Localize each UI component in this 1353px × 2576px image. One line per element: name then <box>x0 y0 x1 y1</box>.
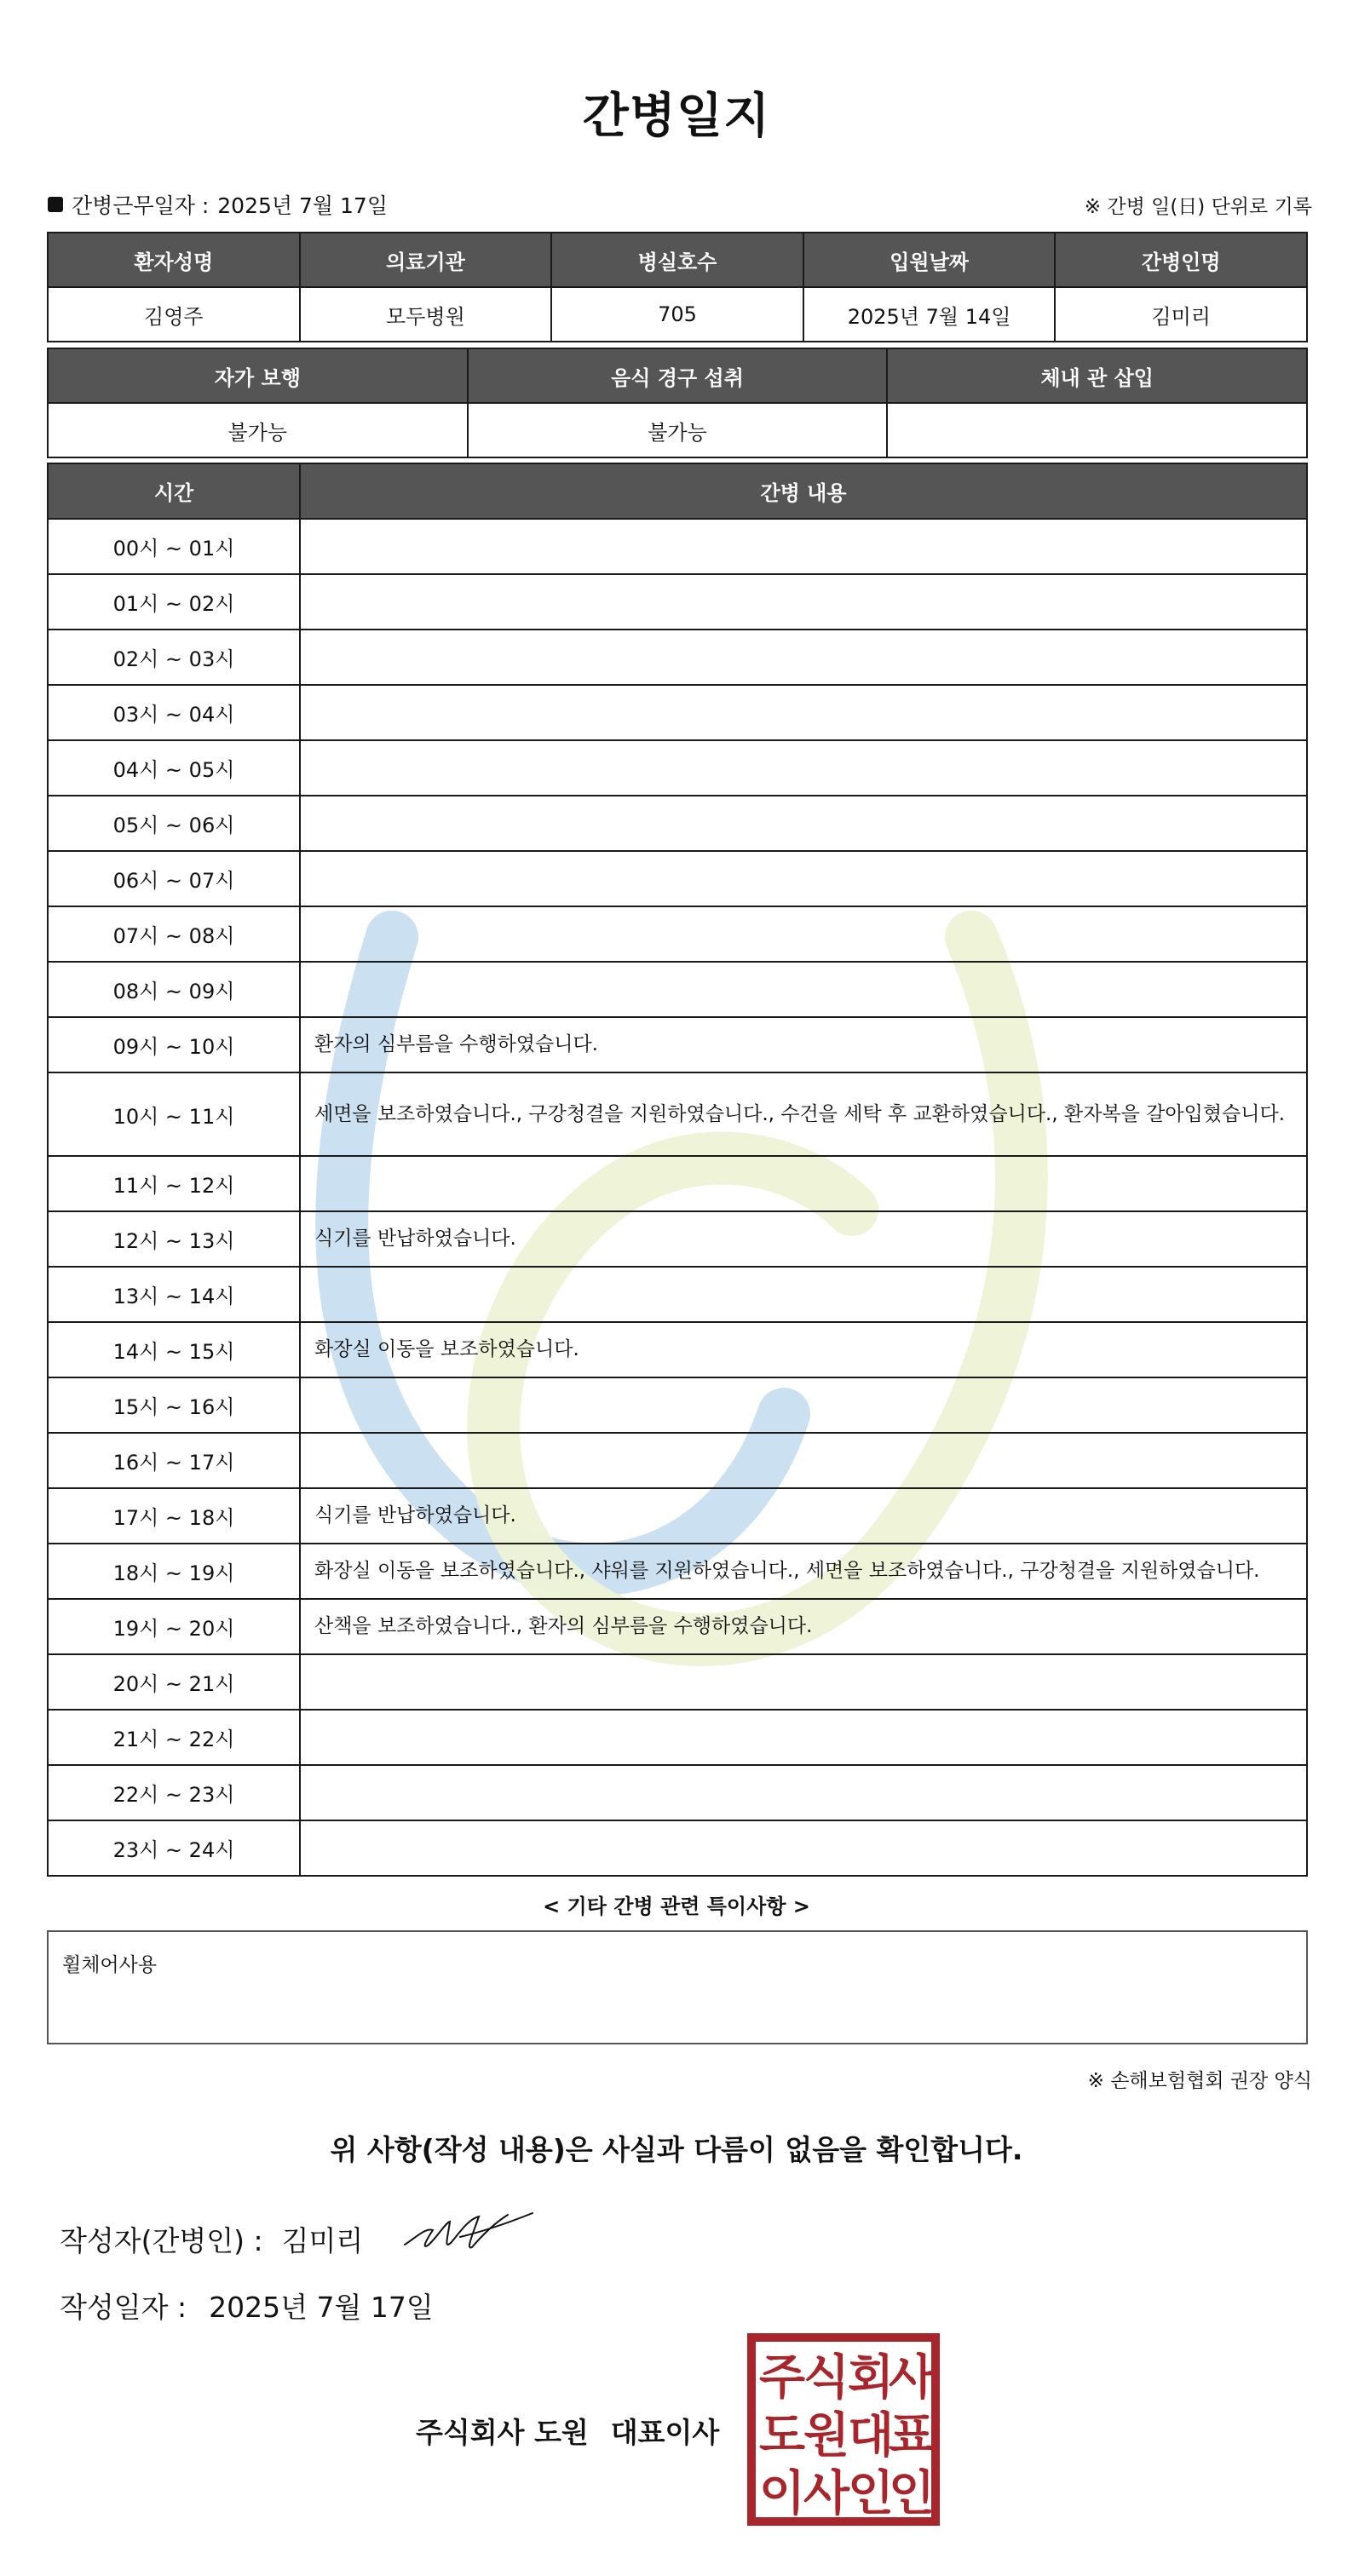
log-content <box>300 1765 1307 1820</box>
log-time: 11시 ~ 12시 <box>48 1156 300 1211</box>
log-row <box>48 1267 1307 1322</box>
log-row <box>48 796 1307 851</box>
log-time: 15시 ~ 16시 <box>48 1377 300 1433</box>
date-value: 2025년 7월 17일 <box>209 2291 434 2324</box>
log-row <box>48 1156 1307 1211</box>
log-content: 화장실 이동을 보조하였습니다., 샤워를 지원하였습니다., 세면을 보조하였습니다., 구강청결을 지원하였습니다. <box>300 1544 1307 1599</box>
log-time: 10시 ~ 11시 <box>48 1072 300 1156</box>
svg-text:원: 원 <box>803 2408 850 2464</box>
status-value-row <box>48 403 1307 457</box>
svg-text:도: 도 <box>758 2408 806 2464</box>
log-time: 07시 ~ 08시 <box>48 906 300 962</box>
log-row <box>48 962 1307 1017</box>
header-hospital: 의료기관 <box>300 233 552 287</box>
log-content <box>300 630 1307 685</box>
log-content <box>300 1156 1307 1211</box>
log-row <box>48 574 1307 630</box>
header-tube: 체내 관 삽입 <box>887 348 1307 403</box>
square-bullet-icon <box>48 197 63 212</box>
log-time: 12시 ~ 13시 <box>48 1211 300 1267</box>
svg-text:회: 회 <box>847 2350 895 2406</box>
confirmation-statement: 위 사항(작성 내용)은 사실과 다름이 없음을 확인합니다. <box>330 2133 1023 2166</box>
log-header-row <box>48 463 1307 519</box>
log-content <box>300 1710 1307 1765</box>
svg-text:표: 표 <box>888 2408 936 2464</box>
room-number: 705 <box>551 287 803 342</box>
svg-text:사: 사 <box>888 2350 936 2406</box>
log-row <box>48 630 1307 685</box>
patient-info-table <box>47 232 1308 342</box>
header-walking: 자가 보행 <box>48 348 468 403</box>
log-time: 20시 ~ 21시 <box>48 1654 300 1710</box>
hourly-log-table <box>47 463 1308 1877</box>
log-time: 23시 ~ 24시 <box>48 1820 300 1876</box>
log-time: 01시 ~ 02시 <box>48 574 300 630</box>
company-seal-stamp <box>746 2332 941 2527</box>
log-content: 식기를 반납하였습니다. <box>300 1211 1307 1267</box>
walking-status: 불가능 <box>48 403 468 457</box>
patient-info-header-row <box>48 233 1307 287</box>
log-row <box>48 1488 1307 1544</box>
remarks-box: 휠체어사용 <box>47 1930 1308 2044</box>
log-row <box>48 1322 1307 1377</box>
log-time: 13시 ~ 14시 <box>48 1267 300 1322</box>
ceo-title: 대표이사 <box>610 2416 720 2449</box>
signature-image <box>400 2198 537 2266</box>
log-content <box>300 574 1307 630</box>
patient-name: 김영주 <box>48 287 300 342</box>
work-date-value: 2025년 7월 17일 <box>217 193 388 218</box>
header-room: 병실호수 <box>551 233 803 287</box>
log-time: 19시 ~ 20시 <box>48 1599 300 1654</box>
log-time: 22시 ~ 23시 <box>48 1765 300 1820</box>
log-row <box>48 1211 1307 1267</box>
writer-label: 작성자(간병인) : <box>60 2224 263 2257</box>
work-date-label: 간병근무일자 : <box>72 193 210 218</box>
log-row <box>48 1072 1307 1156</box>
log-row <box>48 851 1307 906</box>
tube-status <box>887 403 1307 457</box>
log-content <box>300 740 1307 796</box>
status-header-row <box>48 348 1307 403</box>
log-time: 21시 ~ 22시 <box>48 1710 300 1765</box>
log-content <box>300 796 1307 851</box>
log-time: 06시 ~ 07시 <box>48 851 300 906</box>
log-time: 02시 ~ 03시 <box>48 630 300 685</box>
log-content <box>300 851 1307 906</box>
log-content: 화장실 이동을 보조하였습니다. <box>300 1322 1307 1377</box>
admission-date: 2025년 7월 14일 <box>803 287 1056 342</box>
writer-name: 김미리 <box>281 2224 364 2257</box>
date-label: 작성일자 : <box>60 2291 187 2324</box>
log-row <box>48 1710 1307 1765</box>
log-content <box>300 1820 1307 1876</box>
header-content: 간병 내용 <box>300 463 1307 519</box>
log-row <box>48 1377 1307 1433</box>
log-row <box>48 1433 1307 1488</box>
log-content: 세면을 보조하였습니다., 구강청결을 지원하였습니다., 수건을 세탁 후 교환하였습니다., 환자복을 갈아입혔습니다. <box>300 1072 1307 1156</box>
svg-text:사: 사 <box>803 2466 850 2521</box>
log-time: 16시 ~ 17시 <box>48 1433 300 1488</box>
log-time: 14시 ~ 15시 <box>48 1322 300 1377</box>
log-content <box>300 906 1307 962</box>
log-row <box>48 1765 1307 1820</box>
log-row <box>48 906 1307 962</box>
log-content <box>300 519 1307 574</box>
log-time: 08시 ~ 09시 <box>48 962 300 1017</box>
log-row <box>48 519 1307 574</box>
page-title: 간병일지 <box>582 89 771 144</box>
log-time: 18시 ~ 19시 <box>48 1544 300 1599</box>
log-row <box>48 1654 1307 1710</box>
svg-text:주: 주 <box>758 2350 806 2406</box>
log-content <box>300 1267 1307 1322</box>
header-caregiver: 간병인명 <box>1055 233 1307 287</box>
work-date-line <box>48 189 388 220</box>
log-content <box>300 962 1307 1017</box>
log-time: 09시 ~ 10시 <box>48 1017 300 1072</box>
log-row <box>48 1544 1307 1599</box>
log-time: 04시 ~ 05시 <box>48 740 300 796</box>
writer-line <box>60 2219 363 2259</box>
log-body <box>48 519 1307 1876</box>
caregiver-name: 김미리 <box>1055 287 1307 342</box>
log-row <box>48 1017 1307 1072</box>
log-row <box>48 1599 1307 1654</box>
log-content: 산책을 보조하였습니다., 환자의 심부름을 수행하였습니다. <box>300 1599 1307 1654</box>
log-row <box>48 740 1307 796</box>
svg-text:식: 식 <box>803 2350 850 2406</box>
patient-info-value-row <box>48 287 1307 342</box>
log-content: 식기를 반납하였습니다. <box>300 1488 1307 1544</box>
log-content <box>300 1377 1307 1433</box>
record-note: ※ 간병 일(日) 단위로 기록 <box>1084 196 1312 218</box>
header-time: 시간 <box>48 463 300 519</box>
log-content <box>300 685 1307 740</box>
oral-intake-status: 불가능 <box>468 403 888 457</box>
company-name: 주식회사 도원 <box>416 2416 589 2449</box>
written-date-line <box>60 2286 434 2326</box>
log-row <box>48 1820 1307 1876</box>
log-time: 05시 ~ 06시 <box>48 796 300 851</box>
svg-text:대: 대 <box>847 2408 895 2464</box>
hospital-name: 모두병원 <box>300 287 552 342</box>
log-time: 00시 ~ 01시 <box>48 519 300 574</box>
header-patient-name: 환자성명 <box>48 233 300 287</box>
form-note: ※ 손해보험협회 권장 양식 <box>1087 2070 1312 2092</box>
remarks-title: < 기타 간병 관련 특이사항 > <box>543 1895 810 1918</box>
patient-status-table <box>47 348 1308 458</box>
log-row <box>48 685 1307 740</box>
header-admission-date: 입원날짜 <box>803 233 1056 287</box>
log-time: 17시 ~ 18시 <box>48 1488 300 1544</box>
svg-text:인: 인 <box>888 2466 936 2521</box>
svg-text:인: 인 <box>847 2466 895 2521</box>
svg-text:이: 이 <box>758 2466 806 2521</box>
header-oral-intake: 음식 경구 섭취 <box>468 348 888 403</box>
log-time: 03시 ~ 04시 <box>48 685 300 740</box>
log-content <box>300 1654 1307 1710</box>
log-content <box>300 1433 1307 1488</box>
log-content: 환자의 심부름을 수행하였습니다. <box>300 1017 1307 1072</box>
company-signature-line <box>416 2411 719 2451</box>
